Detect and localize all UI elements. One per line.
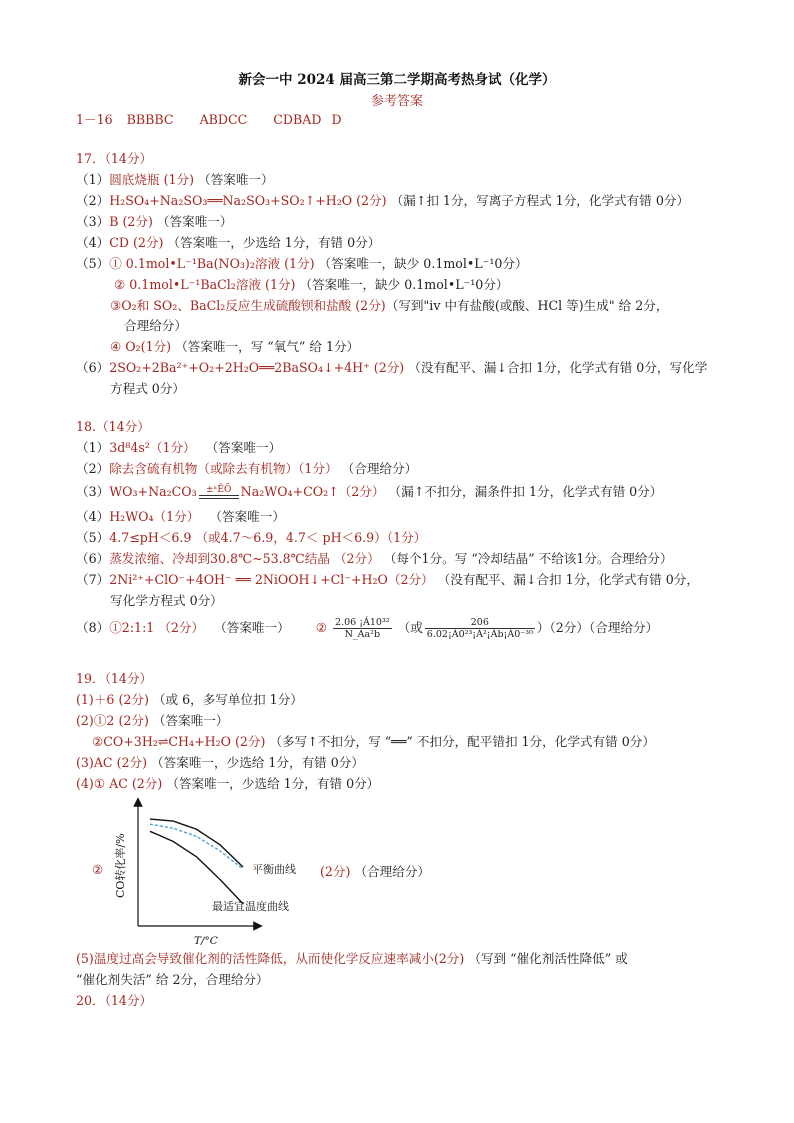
- q18-heading: 18.（14分）: [76, 419, 150, 434]
- q18-line-6: （6）蒸发浓缩、冷却到30.8℃~53.8℃结晶 （2分） （每个1分。写 “冷却结晶” 不给该1分。合理给分）: [76, 551, 673, 566]
- mc-group-2: ABDCC: [199, 112, 248, 127]
- reaction-condition: ±ˣÊÕ: [199, 486, 239, 499]
- legend-equilibrium: 平衡曲线: [252, 863, 296, 876]
- mc-group-1: BBBBC: [126, 112, 174, 127]
- q17-line-5a: （5）① 0.1mol•L⁻¹Ba(NO₃)₂溶液 (1分) （答案唯一，缺少 0.1mol•L⁻¹0分）: [76, 256, 528, 271]
- q17-line-3: （3）B (2分) （答案唯一）: [76, 214, 233, 229]
- equilibrium-curve: [150, 824, 243, 869]
- mc-group-4: D: [331, 112, 342, 127]
- page-title: 新会一中 2024 届高三第二学期高考热身试（化学）: [238, 72, 556, 88]
- q18-line-3: （3）WO₃+Na₂CO₃ ±ˣÊÕ Na₂WO₄+CO₂↑（2分） （漏↑不扣分，漏条件扣 1分，化学式有错 0分）: [76, 484, 663, 499]
- q18-line-7: （7）2Ni²⁺+ClO⁻+4OH⁻ ══ 2NiOOH↓+Cl⁻+H₂O（2分） （没有配平、漏↓合扣 1分，化学式有错 0分，: [76, 572, 699, 587]
- q19-line-6-cont: “催化剂失活” 给 2分，合理给分）: [76, 972, 269, 987]
- q17-line-5b: ② 0.1mol•L⁻¹BaCl₂溶液 (1分) （答案唯一，缺少 0.1mol•L⁻¹0分）: [114, 277, 509, 292]
- q19-heading: 19．（14分）: [76, 671, 153, 686]
- q19-line-6: (5)温度过高会导致催化剂的活性降低，从而使化学反应速率减小(2分) （写到 “催化剂活性降低” 或: [76, 951, 628, 966]
- q20-heading: 20．（14分）: [76, 993, 153, 1008]
- optimal-curve-upper: [150, 819, 243, 867]
- density-fraction-2: $\frac{206}{\text{6.02¡Á0²³¡Á²¡Áb¡Á0⁻³⁰}}$: [426, 617, 533, 640]
- q19-graph-index: ②: [92, 862, 104, 877]
- mc-group-3: CDBAD: [273, 112, 322, 127]
- q18-line-5: （5）4.7≤pH＜6.9 （或4.7～6.9，4.7＜ pH＜6.9）（1分）: [76, 530, 427, 545]
- q18-line-8: （8）①2:1:1 （2分） （答案唯一） ② $\frac{\text{2.06 ¡Á10³²}}{\text{N\_Aa²b}}$ （或 $\frac{206}{\text{6.02¡Á0²³¡Á²¡Áb¡Á0⁻³⁰}}$ ）（2分）（合理给分）: [76, 617, 659, 640]
- q18-line-7-cont: 写化学方程式 0分）: [110, 593, 223, 608]
- legend-optimal: 最适宜温度曲线: [212, 900, 289, 913]
- q18-line-1: （1）3d⁸4s²（1分） （答案唯一）: [76, 440, 282, 455]
- q19-line-5: (4)① AC (2分) （答案唯一，少选给 1分，有错 0分）: [76, 776, 380, 791]
- x-axis-label: T/°C: [194, 935, 218, 947]
- q19-graph-score: (2分) （合理给分）: [320, 864, 431, 879]
- optimal-curve-lower: [150, 831, 243, 903]
- q17-line-5c: ③O₂和 SO₂、BaCl₂反应生成硫酸钡和盐酸 (2分)（写到"iv 中有盐酸(或酸、HCl 等)生成" 给 2分，: [110, 298, 669, 313]
- q18-line-2: （2）除去含硫有机物（或除去有机物）（1分） （合理给分）: [76, 461, 418, 476]
- density-fraction-1: $\frac{\text{2.06 ¡Á10³²}}{\text{N\_Aa²b}}$: [335, 617, 390, 640]
- q19-line-4: (3)AC (2分) （答案唯一，少选给 1分，有错 0分）: [76, 755, 364, 770]
- q18-line-4: （4）H₂WO₄（1分） （答案唯一）: [76, 509, 285, 524]
- q17-heading: 17．（14分）: [76, 151, 153, 166]
- q17-line-6: （6）2SO₂+2Ba²⁺+O₂+2H₂O══2BaSO₄↓+4H⁺ (2分) （没有配平、漏↓合扣 1分，化学式有错 0分，写化学: [76, 360, 708, 375]
- q17-line-6-cont: 方程式 0分）: [110, 381, 185, 396]
- q19-line-3: ②CO+3H₂⇌CH₄+H₂O (2分) （多写↑不扣分，写 “══” 不扣分，配平错扣 1分，化学式有错 0分）: [92, 734, 655, 749]
- q19-line-1: (1)＋6 (2分) （或 6，多写单位扣 1分）: [76, 692, 303, 707]
- q17-line-4: （4）CD (2分) （答案唯一，少选给 1分，有错 0分）: [76, 235, 381, 250]
- q19-line-2: (2)①2 (2分) （答案唯一）: [76, 713, 229, 728]
- q17-line-2: （2）H₂SO₄+Na₂SO₃══Na₂SO₃+SO₂↑+H₂O (2分) （漏↑扣 1分，写离子方程式 1分，化学式有错 0分）: [76, 193, 690, 208]
- q17-line-1: （1）圆底烧瓶 (1分) （答案唯一）: [76, 172, 274, 187]
- q17-line-5d: ④ O₂(1分) （答案唯一，写 “氧气” 给 1分）: [110, 339, 360, 354]
- q17-line-5c-cont: 合理给分）: [124, 318, 187, 333]
- page-subtitle: 参考答案: [370, 94, 423, 109]
- mc-label: 1－16: [76, 112, 113, 127]
- mc-answers: [76, 112, 342, 128]
- y-axis-label: CO转化率/%: [114, 833, 127, 898]
